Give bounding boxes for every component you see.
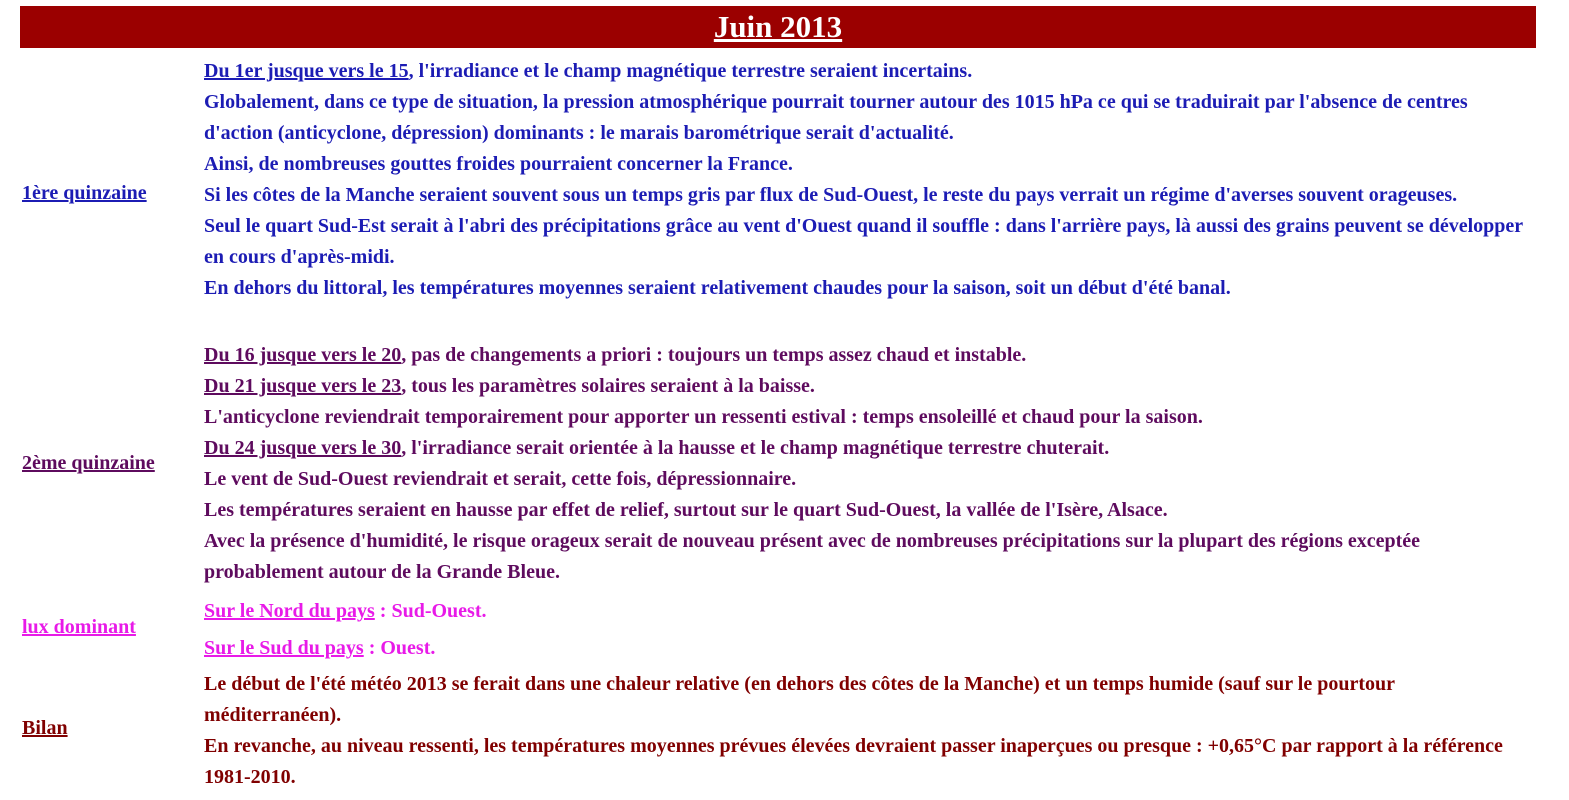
row-second-fortnight (0, 340, 1569, 590)
date-range-link[interactable]: Du 1er jusque vers le 15 (204, 60, 409, 82)
paragraph (204, 56, 1534, 87)
paragraph: En revanche, au niveau ressenti, les températures moyennes prévues élevées devraient passer inaperçues ou presque : +0,65°C par rapport à la référence 1981-2010. (204, 735, 1503, 788)
content-second-fortnight (204, 340, 1534, 588)
paragraph: Si les côtes de la Manche seraient souvent sous un temps gris par flux de Sud-Ouest, le reste du pays verrait un régime d'averses souvent orageuses. (204, 184, 1458, 206)
paragraph (204, 340, 1534, 371)
region-link-north[interactable]: Sur le Nord du pays (204, 600, 375, 622)
paragraph: L'anticyclone reviendrait temporairement pour apporter un ressenti estival : temps ensoleillé et chaud pour la saison. (204, 406, 1203, 428)
label-dominant-flow[interactable]: lux dominant (22, 616, 136, 638)
paragraph: Le début de l'été météo 2013 se ferait dans une chaleur relative (en dehors des côtes de la Manche) et un temps humide (sauf sur le pourtour méditerranéen). (204, 673, 1395, 726)
paragraph: Globalement, dans ce type de situation, la pression atmosphérique pourrait tourner autour des 1015 hPa ce qui se traduirait par l'absence de centres d'action (anticyclone, dépression) dominants : le marais barométrique serait d'actualité. (204, 91, 1468, 144)
label-second-fortnight[interactable]: 2ème quinzaine (22, 452, 155, 474)
region-link-south[interactable]: Sur le Sud du pays (204, 637, 364, 659)
date-range-link[interactable]: Du 24 jusque vers le 30 (204, 437, 402, 459)
row-dominant-flow (0, 593, 1569, 666)
title-bar (20, 6, 1536, 48)
paragraph: Avec la présence d'humidité, le risque orageux serait de nouveau présent avec de nombreuses précipitations sur la plupart des régions exceptée probablement autour de la Grande Bleue. (204, 530, 1421, 583)
row-summary (0, 669, 1569, 797)
content-dominant-flow (204, 593, 1534, 667)
paragraph: Ainsi, de nombreuses gouttes froides pourraient concerner la France. (204, 153, 793, 175)
paragraph: Le vent de Sud-Ouest reviendrait et serait, cette fois, dépressionnaire. (204, 468, 797, 490)
row-first-fortnight (0, 56, 1569, 338)
content-first-fortnight (204, 56, 1534, 304)
label-first-fortnight[interactable]: 1ère quinzaine (22, 182, 147, 204)
date-range-link[interactable]: Du 16 jusque vers le 20 (204, 344, 402, 366)
content-summary (204, 669, 1534, 793)
paragraph: En dehors du littoral, les températures moyennes seraient relativement chaudes pour la saison, soit un début d'été banal. (204, 277, 1231, 299)
paragraph-text: : Ouest. (363, 637, 436, 659)
paragraph-text: , l'irradiance et le champ magnétique terrestre seraient incertains. (408, 60, 973, 82)
date-range-link[interactable]: Du 21 jusque vers le 23 (204, 375, 402, 397)
paragraph-text: , l'irradiance serait orientée à la hausse et le champ magnétique terrestre chuterait. (401, 437, 1110, 459)
paragraph-text: : Sud-Ouest. (374, 600, 487, 622)
paragraph: Les températures seraient en hausse par effet de relief, surtout sur le quart Sud-Ouest, la vallée de l'Isère, Alsace. (204, 499, 1168, 521)
paragraph (204, 630, 1534, 667)
paragraph (204, 593, 1534, 630)
paragraph (204, 371, 1534, 402)
paragraph-text: , tous les paramètres solaires seraient à la baisse. (401, 375, 815, 397)
page-title: Juin 2013 (713, 9, 843, 44)
label-summary[interactable]: Bilan (22, 717, 68, 739)
paragraph (204, 433, 1534, 464)
paragraph: Seul le quart Sud-Est serait à l'abri des précipitations grâce au vent d'Ouest quand il souffle : dans l'arrière pays, là aussi des grains peuvent se développer en cours d'après-midi. (204, 215, 1523, 268)
paragraph-text: , pas de changements a priori : toujours un temps assez chaud et instable. (401, 344, 1027, 366)
